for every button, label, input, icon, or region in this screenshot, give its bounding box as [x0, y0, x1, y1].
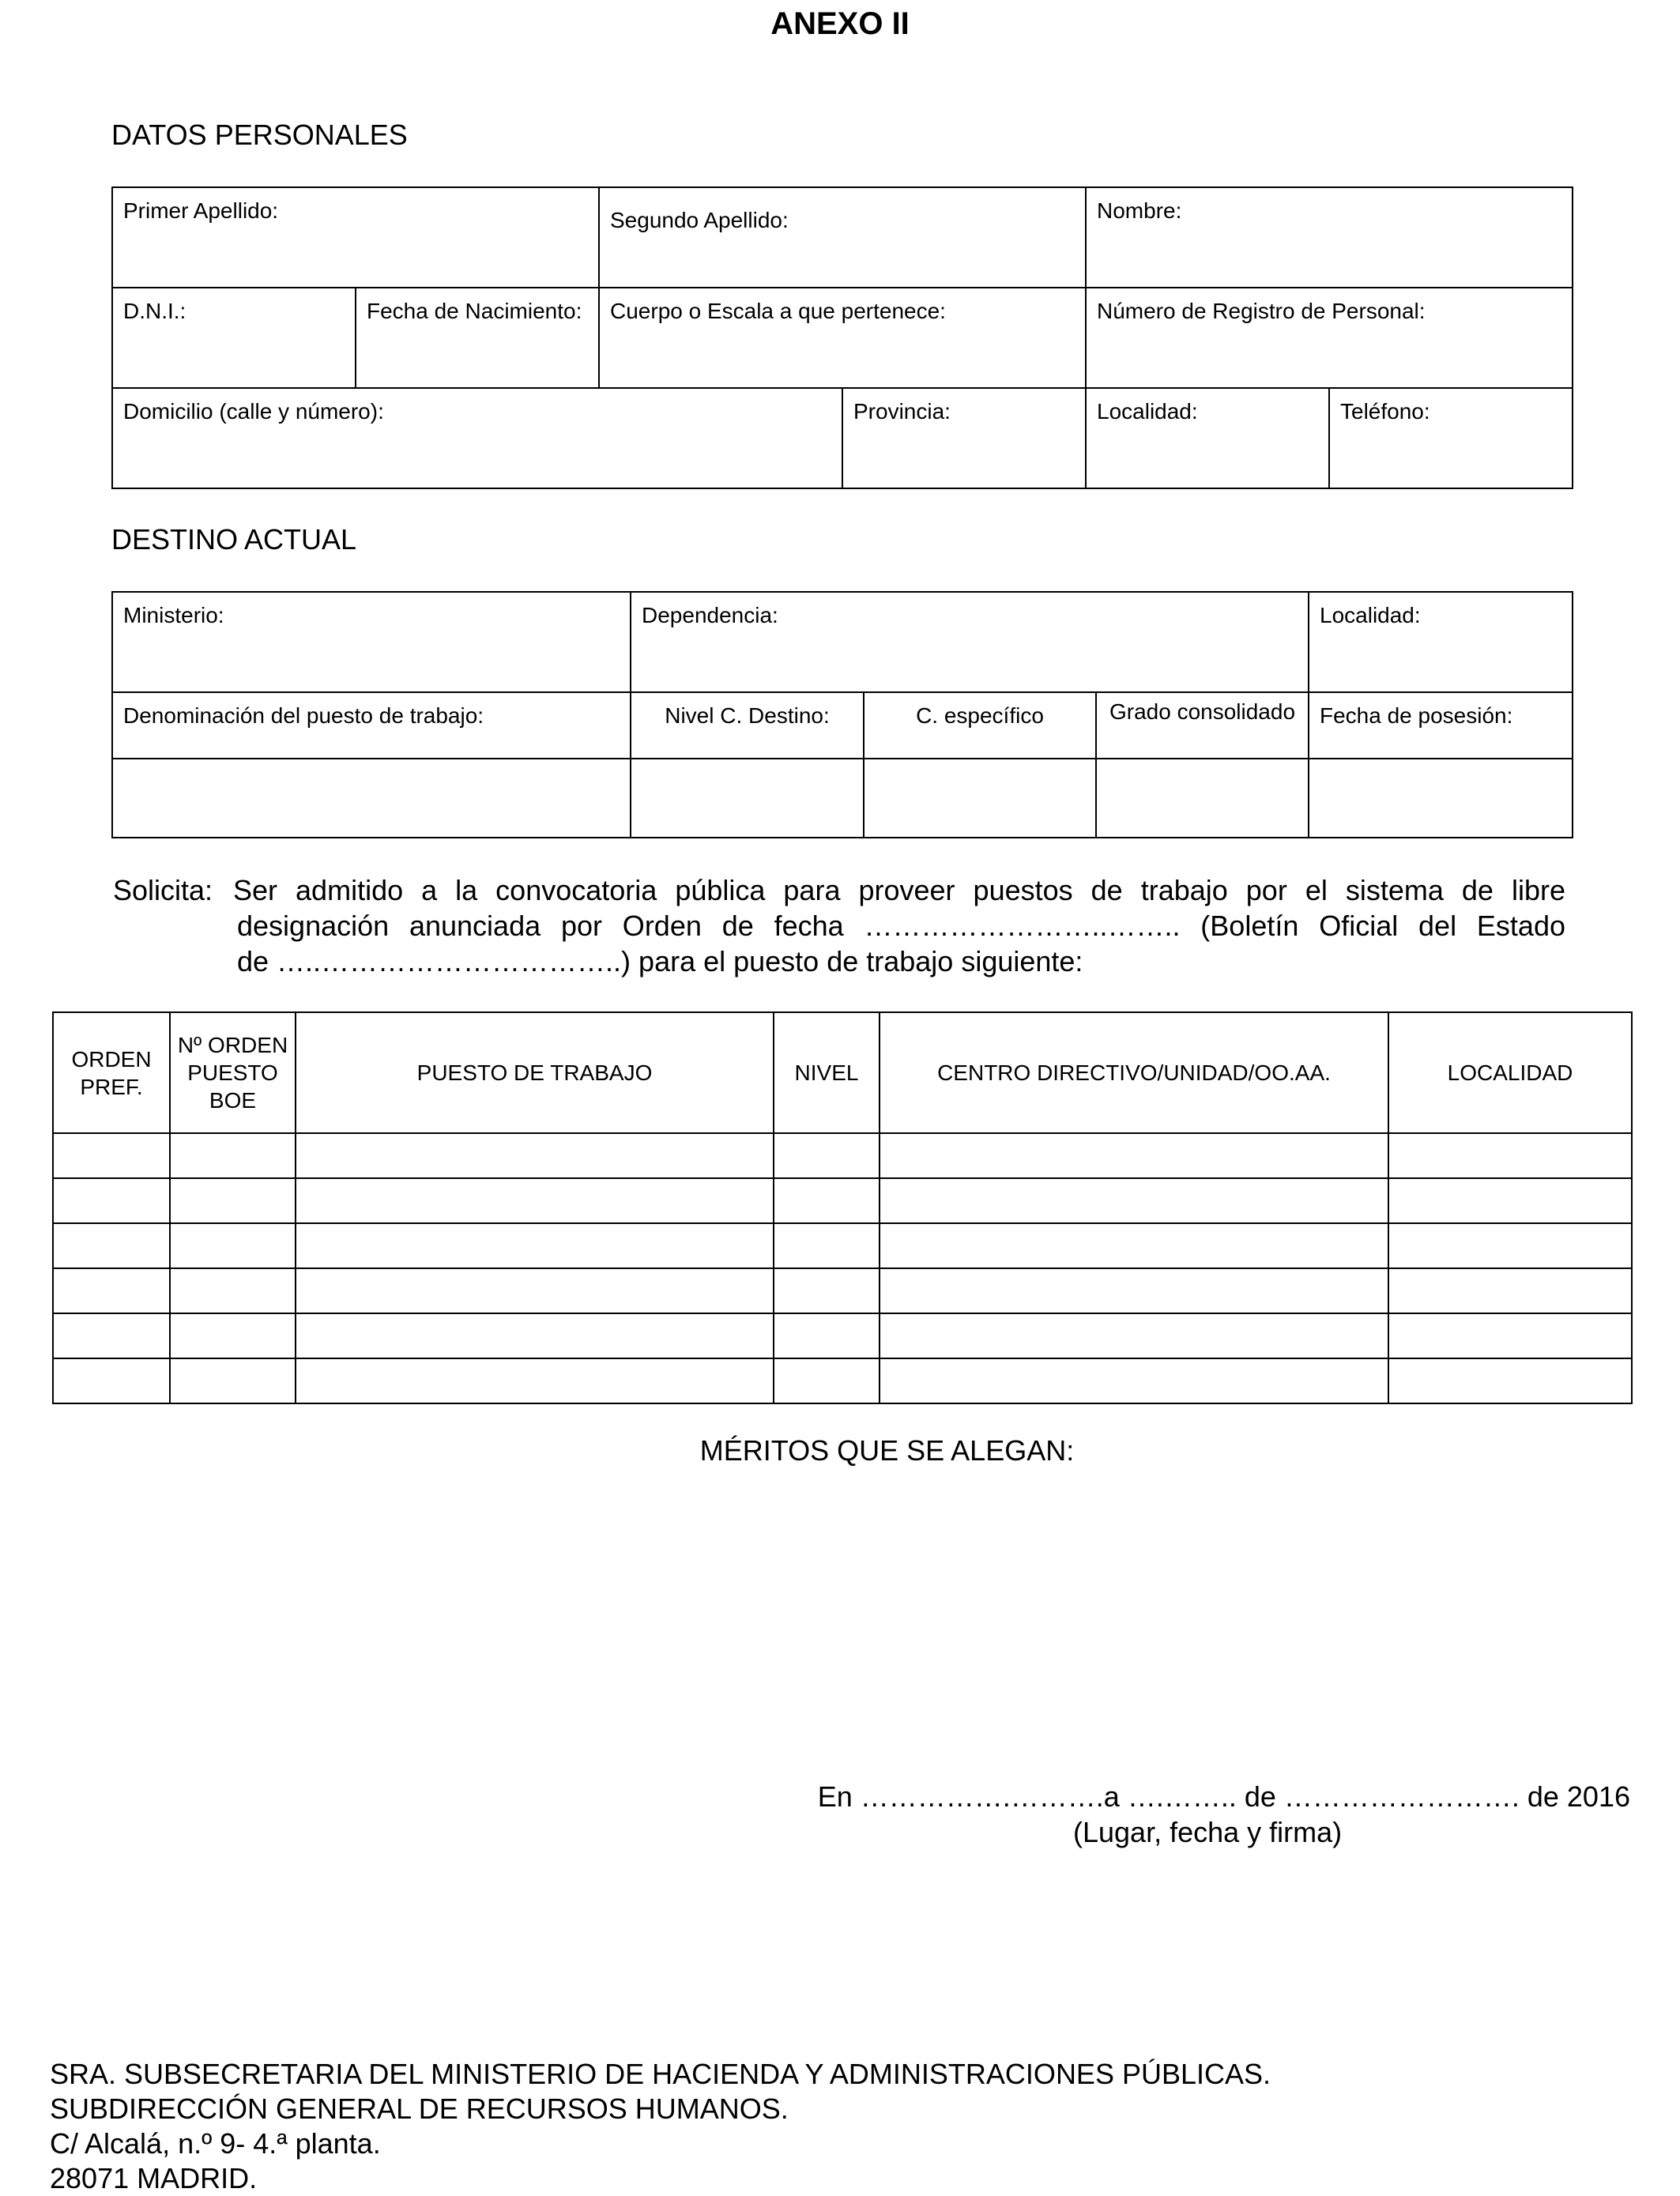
denominacion-label: Denominación del puesto de trabajo: — [112, 692, 631, 759]
puesto-cell[interactable] — [296, 1358, 774, 1403]
nivel-destino-label: Nivel C. Destino: — [631, 692, 864, 759]
numero-registro-field[interactable] — [1086, 288, 1573, 388]
solicita-label: Solicita: — [113, 874, 213, 906]
denominacion-input[interactable] — [112, 759, 631, 838]
table-row — [53, 1178, 1632, 1223]
fecha-posesion-label: Fecha de posesión: — [1309, 692, 1573, 759]
puestos-table — [52, 1011, 1633, 1404]
primer-apellido-label: Primer Apellido: — [123, 198, 279, 223]
orden-boe-cell[interactable] — [170, 1268, 296, 1313]
fecha-nacimiento-label: Fecha de Nacimiento: — [367, 299, 582, 323]
segundo-apellido-field[interactable] — [599, 187, 1086, 288]
centro-cell[interactable] — [880, 1223, 1388, 1268]
puesto-cell[interactable] — [296, 1133, 774, 1178]
header-localidad: LOCALIDAD — [1388, 1012, 1632, 1133]
orden-boe-cell[interactable] — [170, 1313, 296, 1358]
dependencia-field[interactable] — [631, 592, 1309, 692]
puesto-cell[interactable] — [296, 1313, 774, 1358]
centro-cell[interactable] — [880, 1313, 1388, 1358]
orden-pref-cell[interactable] — [53, 1178, 170, 1223]
localidad-destino-field[interactable] — [1309, 592, 1573, 692]
section-heading-personal: DATOS PERSONALES — [111, 119, 408, 151]
numero-registro-label: Número de Registro de Personal: — [1097, 299, 1426, 323]
nivel-destino-input[interactable] — [631, 759, 864, 838]
signature-note: (Lugar, fecha y firma) — [1073, 1816, 1343, 1848]
fecha-posesion-input[interactable] — [1309, 759, 1573, 838]
dependencia-label: Dependencia: — [642, 603, 778, 627]
nivel-cell[interactable] — [774, 1133, 880, 1178]
telefono-label: Teléfono: — [1340, 399, 1430, 424]
nivel-cell[interactable] — [774, 1268, 880, 1313]
meritos-heading: MÉRITOS QUE SE ALEGAN: — [699, 1434, 1075, 1467]
header-nivel: NIVEL — [774, 1012, 880, 1133]
solicita-line-2: designación anunciada por Orden de fecha ……………………..…….. (Boletín Oficial del Estado — [237, 910, 1565, 942]
provincia-label: Provincia: — [853, 399, 951, 424]
centro-cell[interactable] — [880, 1133, 1388, 1178]
ministerio-field[interactable] — [112, 592, 631, 692]
header-centro-directivo: CENTRO DIRECTIVO/UNIDAD/OO.AA. — [880, 1012, 1388, 1133]
grado-consolidado-input[interactable] — [1096, 759, 1309, 838]
provincia-field[interactable] — [842, 388, 1086, 488]
ministerio-label: Ministerio: — [123, 603, 224, 627]
dni-label: D.N.I.: — [123, 299, 186, 323]
recipient-line-1: SRA. SUBSECRETARIA DEL MINISTERIO DE HACIENDA Y ADMINISTRACIONES PÚBLICAS. — [50, 2058, 1271, 2090]
nivel-cell[interactable] — [774, 1178, 880, 1223]
segundo-apellido-label: Segundo Apellido: — [610, 208, 789, 232]
table-row — [53, 1358, 1632, 1403]
section-heading-destino: DESTINO ACTUAL — [111, 523, 357, 556]
localidad-cell[interactable] — [1388, 1178, 1632, 1223]
personal-data-table — [111, 186, 1573, 489]
grado-consolidado-label: Grado consolidado — [1096, 692, 1309, 759]
puesto-cell[interactable] — [296, 1178, 774, 1223]
domicilio-label: Domicilio (calle y número): — [123, 399, 384, 424]
signature-date-line: En …………….……….a ….…….. de ……………………. de 2016 — [817, 1780, 1630, 1813]
table-row — [53, 1313, 1632, 1358]
table-row — [53, 1133, 1632, 1178]
puesto-cell[interactable] — [296, 1223, 774, 1268]
orden-pref-cell[interactable] — [53, 1358, 170, 1403]
telefono-field[interactable] — [1329, 388, 1573, 488]
header-puesto-trabajo: PUESTO DE TRABAJO — [296, 1012, 774, 1133]
nivel-cell[interactable] — [774, 1223, 880, 1268]
recipient-line-3: C/ Alcalá, n.º 9- 4.ª planta. — [50, 2127, 381, 2160]
centro-cell[interactable] — [880, 1268, 1388, 1313]
localidad-label: Localidad: — [1097, 399, 1198, 424]
destino-actual-table — [111, 591, 1573, 838]
puesto-cell[interactable] — [296, 1268, 774, 1313]
orden-boe-cell[interactable] — [170, 1358, 296, 1403]
localidad-destino-label: Localidad: — [1320, 603, 1421, 627]
orden-pref-cell[interactable] — [53, 1268, 170, 1313]
solicita-line-3: de …..…………………………..) para el puesto de trabajo siguiente: — [237, 945, 1083, 977]
localidad-cell[interactable] — [1388, 1133, 1632, 1178]
nombre-field[interactable] — [1086, 187, 1573, 288]
header-orden-puesto-boe: Nº ORDEN PUESTO BOE — [170, 1012, 296, 1133]
page-title: ANEXO II — [770, 6, 910, 41]
localidad-cell[interactable] — [1388, 1223, 1632, 1268]
primer-apellido-field[interactable] — [112, 187, 599, 288]
recipient-line-4: 28071 MADRID. — [50, 2162, 258, 2194]
recipient-line-2: SUBDIRECCIÓN GENERAL DE RECURSOS HUMANOS. — [50, 2092, 789, 2125]
table-row — [53, 1268, 1632, 1313]
complemento-especifico-input[interactable] — [864, 759, 1096, 838]
nombre-label: Nombre: — [1097, 198, 1182, 223]
header-orden-pref: ORDEN PREF. — [53, 1012, 170, 1133]
orden-boe-cell[interactable] — [170, 1178, 296, 1223]
cuerpo-escala-field[interactable] — [599, 288, 1086, 388]
orden-boe-cell[interactable] — [170, 1223, 296, 1268]
fecha-nacimiento-field[interactable] — [356, 288, 599, 388]
cuerpo-escala-label: Cuerpo o Escala a que pertenece: — [610, 299, 946, 323]
puestos-header-row — [53, 1012, 1632, 1133]
localidad-cell[interactable] — [1388, 1358, 1632, 1403]
orden-boe-cell[interactable] — [170, 1133, 296, 1178]
localidad-field[interactable] — [1086, 388, 1329, 488]
nivel-cell[interactable] — [774, 1313, 880, 1358]
centro-cell[interactable] — [880, 1358, 1388, 1403]
dni-field[interactable] — [112, 288, 356, 388]
localidad-cell[interactable] — [1388, 1268, 1632, 1313]
centro-cell[interactable] — [880, 1178, 1388, 1223]
domicilio-field[interactable] — [112, 388, 842, 488]
localidad-cell[interactable] — [1388, 1313, 1632, 1358]
complemento-especifico-label: C. específico — [864, 692, 1096, 759]
table-row — [53, 1223, 1632, 1268]
orden-pref-cell[interactable] — [53, 1223, 170, 1268]
nivel-cell[interactable] — [774, 1358, 880, 1403]
orden-pref-cell[interactable] — [53, 1313, 170, 1358]
solicita-line-1: Ser admitido a la convocatoria pública para proveer puestos de trabajo por el sistema de libre — [233, 874, 1565, 906]
orden-pref-cell[interactable] — [53, 1133, 170, 1178]
